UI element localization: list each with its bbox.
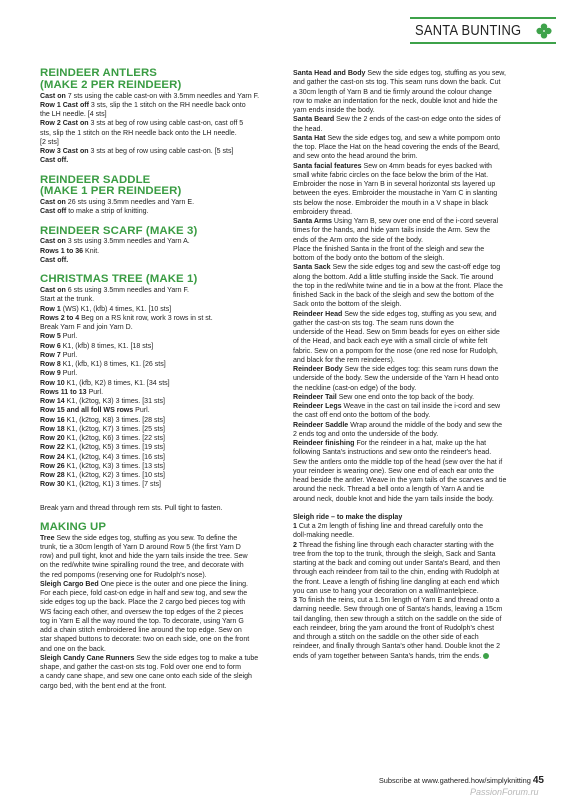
line-text: underside of the Head. Sew on 5mm beads for eyes on either side [293,329,500,336]
bold-lead: Row 1 Cast off [40,101,89,109]
line-text: sts, slip the 1 stitch on the RH needle back onto the LH needle. [40,129,237,137]
text-line [40,379,283,388]
bold-lead: Santa Head and Body [293,70,366,77]
text-line [293,245,540,254]
line-text: through each reindeer from tail to the chin, ending with Rudolph at [293,569,500,577]
line-text: tree from the top to the trunk, through the sleigh, Sack and Santa [293,550,496,558]
text-line [40,323,283,332]
text-line [293,596,540,605]
line-text: 3 sts at beg of row using cable cast-on, cast off 5 [88,120,244,128]
text-line [293,125,540,134]
text-line [40,571,283,580]
section-heading: CHRISTMAS TREE (MAKE 1) [40,273,198,286]
bold-lead: 1 [293,523,297,530]
line-text: trunk, tie a 30cm length of Yarn D around Row 5 (the first Yarn D [40,543,241,551]
bold-lead: Row 26 [40,462,65,470]
text-line [40,314,283,323]
text-line [293,615,540,624]
bold-lead: Santa facial features [293,162,362,170]
bold-lead: Cast on [40,238,66,246]
text-line [293,328,540,337]
line-text: a 30cm length of Yarn B and tie firmly around the colour change [293,88,492,96]
line-text: K1, (k2tog, K1) 3 times. [7 sts] [64,481,162,489]
text-line [293,115,540,124]
bold-lead: Sleigh Cargo Bed [40,580,99,588]
line-text: Sew the side edges tog to make a tube [134,654,259,662]
text-line [40,351,283,360]
text-line [293,652,540,661]
text-line [40,416,283,425]
line-text: Sew the side edges tog, stuffing as you sew. To define the [54,534,238,542]
line-text: Beg on a RS knit row, work 3 rows in st st. [79,314,213,322]
bold-lead: Cast off [40,208,67,216]
line-text: (WS) K1, (kfb) 4 times, K1. [10 sts] [60,305,172,313]
right-column [293,69,540,661]
text-line [40,110,283,119]
line-text: and gather the cast-on sts tog. This seam runs down the back. Cut [293,79,501,87]
line-text: 6 sts using 3.5mm needles and Yarn F. [65,287,189,295]
line-text: Sew on 4mm beads for eyes backed with [361,162,492,170]
text-line [40,672,283,681]
text-line [40,388,283,397]
text-line [293,374,540,383]
line-text: finished Sack in the back of the sleigh and sew the bottom of the [293,292,494,299]
text-line [293,217,540,226]
text-line [293,88,540,97]
section-heading: REINDEER SADDLE [40,173,151,186]
line-text: Purl. [133,407,150,415]
line-text: doll-making needle. [293,532,355,540]
text-line [293,300,540,309]
line-text: Sew the side edges tog, stuffing as you sew, and [342,310,497,318]
line-text: Thread the fishing line through each character starting with the [296,541,494,549]
line-text: One piece is the outer and one piece the lining. [98,580,248,588]
text-line [40,598,283,607]
text-line [293,568,540,577]
bold-lead: Row 3 Cast on [40,148,89,156]
page-number: 45 [532,775,544,786]
section-heading: REINDEER ANTLERS [40,67,157,79]
text-line [40,369,283,378]
page-footer [330,775,544,786]
line-text: 3 sts at beg of row using cable cast-on. [5 sts] [88,148,234,156]
text-line [293,642,540,651]
text-line [293,162,540,171]
bold-lead: 3 [293,597,297,604]
line-text: For each piece, fold cast-on edge in half and sew tog, and sew the [40,590,248,598]
line-text: K1, (k2tog, K2) 3 times. [10 sts] [64,472,165,480]
bold-lead: Reindeer finishing [293,440,355,447]
line-text: shape, and gather the cast-on sts tog. Fold over one end to form [40,664,241,672]
line-text: and black for the rem reindeers). [293,356,395,364]
text-line [293,310,540,319]
bold-lead: Rows 2 to 4 [40,314,80,322]
line-text: fabric. Sew on a pompom for the nose (one red nose for Rudolph, [293,347,498,355]
bold-lead: Row 18 [40,425,65,433]
line-text: ends of the Arm onto the side of the body. [293,236,423,244]
text-line [293,152,540,161]
line-text: Sew the 2 ends of the cast-on edge onto the sides of [334,116,501,124]
text-line [40,453,283,462]
section-heading: (MAKE 1 PER REINDEER) [40,185,182,198]
line-text: embroidery thread. [293,208,353,216]
bold-lead: Sleigh ride – to make the display [293,513,403,521]
bold-lead: Santa Beard [293,116,335,124]
text-line [293,550,540,559]
text-line [293,439,540,448]
text-line [293,171,540,180]
text-line [293,384,540,393]
text-line [40,425,283,434]
line-text: along the bottom. Add a little stuffing inside the Sack. Tie around [293,273,494,281]
text-line [293,421,540,430]
text-line [40,471,283,480]
section-heading: REINDEER SCARF (MAKE 3) [40,224,198,237]
line-text: 26 sts using 3.5mm needles and Yarn E. [65,199,195,207]
section-header [410,17,556,44]
line-text: head beside the antler. Weave in the yarn tails of the scarves and tie [293,477,507,484]
text-line [293,495,540,504]
text-line [293,199,540,208]
text-line [40,561,283,570]
text-line [40,129,283,138]
bold-lead: Reindeer Head [293,310,343,318]
bold-lead: Cast on [40,199,66,207]
text-line [293,531,540,540]
line-text: K1, (k2tog, K4) 3 times. [16 sts] [64,453,165,461]
text-line [40,207,283,216]
text-line [293,143,540,152]
line-text: Using Yarn B, sew over one end of the i-cord several [331,218,499,225]
text-line [40,406,283,415]
line-text: the cast off end onto the bottom of the body. [293,412,431,420]
text-line [293,337,540,346]
text-line [40,92,283,101]
text-line [40,305,283,314]
line-text: tail dangling, then sew through a stitch on the saddle on the side of [293,615,502,623]
watermark: PassionForum.ru [470,787,539,797]
line-text: 3 sts, slip the 1 stitch on the RH needle back onto [88,101,246,109]
line-text: on the red/white twine spiralling round the tree, and decorate with [40,562,244,570]
left-column [40,68,283,691]
bold-lead: Santa Hat [293,134,326,142]
line-text: row to make an indentation for the neck, double knot and hide the [293,97,498,105]
line-text: gather the cast-on sts tog. The seam runs down the [293,319,454,327]
text-line [40,443,283,452]
line-text: 3 sts using 3.5mm needles and Yarn A. [65,238,190,246]
spacer [40,490,283,504]
text-line [293,587,540,596]
bold-lead: Row 30 [40,481,65,489]
section-heading: MAKING UP [40,520,107,533]
line-text: K1, (k2tog, K3) 3 times. [13 sts] [64,462,165,470]
text-line [40,480,283,489]
line-text: star shaped buttons to decorate: two on each side, one on the front [40,636,250,644]
bold-lead: Row 14 [40,398,65,406]
line-text: small white fabric circles on the face below the brim of the Hat. [293,171,489,179]
line-text: Place the finished Santa in the front of the sleigh and sew the [293,245,485,253]
line-text: sts below the nose. Embroider the mouth in a V shape in black [293,199,489,207]
bold-lead: Santa Arms [293,218,332,225]
line-text: Embroider the nose in Yarn B in several horizontal sts layered up [293,181,496,188]
line-text: the head. [293,125,323,133]
text-line [293,189,540,198]
line-text: Sack onto the bottom of the sleigh. [293,301,402,309]
text-line [40,342,283,351]
bold-lead: Row 7 [40,351,61,359]
line-text: Break yarn and thread through rem sts. Pull tight to fasten. [40,504,223,512]
bold-lead: Sleigh Candy Cane Runners [40,654,135,662]
bold-lead: Row 8 [40,361,61,369]
line-text: you can use to hang your decoration on a wall/mantelpiece. [293,587,479,595]
text-line [40,295,283,304]
text-line [293,513,540,522]
line-text: K1, (k2tog, K8) 3 times. [28 sts] [64,416,165,424]
text-line [40,397,283,406]
text-line [293,319,540,328]
line-text: [2 sts] [40,138,59,146]
line-text: to make a strip of knitting. [66,208,149,216]
line-text: darning needle. Sew through one of Santa's hands, leaving a 15cm [293,606,503,614]
line-text: yarn ends inside the body. [293,107,375,114]
text-line [40,119,283,128]
line-text: tog in Yarn E all the way round the top. To decorate, using Yarn G [40,617,244,625]
text-line [293,134,540,143]
section-heading: (MAKE 2 PER REINDEER) [40,78,182,91]
line-text: and sew onto the head around the brim. [293,153,418,161]
text-line [293,208,540,217]
text-line [293,476,540,485]
text-line [293,226,540,235]
text-line [293,291,540,300]
text-line [40,434,283,443]
bold-lead: Row 20 [40,435,65,443]
text-line [40,156,283,165]
line-text: the LH needle. [4 sts] [40,111,107,119]
text-line [40,332,283,341]
line-text: K1, (kfb, K2) 8 times, K1. [34 sts] [64,379,170,387]
text-line [293,430,540,439]
text-line [293,254,540,263]
line-text: cargo bed, with the bent end at the front. [40,682,167,690]
text-line [293,578,540,587]
bold-lead: Santa Sack [293,264,331,272]
line-text: Sew the antlers onto the middle top of the head (sew over the hat if [293,458,503,466]
text-line [40,608,283,617]
text-line [293,458,540,467]
text-line [40,663,283,672]
line-text: Wrap around the middle of the body and sew the [348,421,503,429]
line-text: Cut a 2m length of fishing line and thread carefully onto the [296,523,483,530]
bold-lead: 2 [293,541,297,549]
line-text: Sew the side edges tog, stuffing as you sew, [365,70,506,77]
line-text: the top in the red/white twine and tie in a bow at the front. Place the [293,282,503,290]
bold-lead: Row 9 [40,370,61,378]
line-text: WS facing each other, and oversew the top edges of the 2 pieces [40,608,244,616]
text-line [40,286,283,295]
text-line [293,78,540,87]
bold-lead: Rows 1 to 36 [40,247,84,255]
line-text: K1, (k2tog, K3) 3 times. [31 sts] [64,398,165,406]
line-text: the top. Place the Hat on the head covering the ends of the Beard, [293,144,500,151]
text-line [40,580,283,589]
line-text: Weave in the cast on tail inside the i-cord and sew [341,403,501,410]
spacer [293,504,540,513]
line-text: K1, (kfb, K1) 8 times, K1. [26 sts] [60,361,166,369]
bold-lead: Reindeer Legs [293,403,342,410]
text-line [40,237,283,246]
line-text: 7 sts using the cable cast-on with 3.5mm needles and Yarn F. [65,92,260,100]
bold-lead: Row 22 [40,444,65,452]
line-text: K1, (kfb) 8 times, K1. [18 sts] [60,342,154,350]
text-line [40,654,283,663]
text-line [293,624,540,633]
bold-lead: Rows 11 to 13 [40,388,87,396]
bold-lead: Cast on [40,287,66,295]
text-line [40,626,283,635]
text-line [293,633,540,642]
line-text: K1, (k2tog, K7) 3 times. [25 sts] [64,425,165,433]
line-text: Break Yarn F and join Yarn D. [40,324,133,332]
text-line [293,522,540,531]
bold-lead: Row 15 and all foll WS rows [40,407,134,415]
line-text: the neckline (cast-on edge) of the body. [293,384,417,392]
line-text: To finish the reins, cut a 1.5m length of Yarn E and thread onto a [296,597,500,604]
line-text: add a chain stitch embroidered line around the top edge. Sew on [40,627,242,635]
line-text: Purl. [60,351,78,359]
section-title: SANTA BUNTING [415,22,522,39]
line-text: each reindeer, bring the yarn around the front of Rudolph's chest [293,624,495,632]
text-line [40,101,283,110]
text-line [293,282,540,291]
text-line [40,682,283,691]
text-line [40,247,283,256]
line-text: K1, (k2tog, K6) 3 times. [22 sts] [64,435,165,443]
text-line [293,402,540,411]
line-text: Purl. [86,388,104,396]
bold-lead: Row 28 [40,472,65,480]
line-text: times for the hands, and hide yarn tails inside the Arm. Sew the [293,227,491,235]
text-line [293,263,540,272]
text-line [40,462,283,471]
line-text: Purl. [60,333,78,341]
line-text: the front. Leave a length of fishing line dangling at each end which [293,578,500,586]
line-text: K1, (k2tog, K5) 3 times. [19 sts] [64,444,165,452]
text-line [293,559,540,568]
line-text: a candy cane shape, and sew one cane onto each side of the sleigh [40,673,252,681]
line-text: Start at the trunk. [40,296,95,304]
bold-lead: Row 5 [40,333,61,341]
text-line [293,541,540,550]
text-line [293,605,540,614]
text-line [293,97,540,106]
text-line [40,645,283,654]
text-line [293,106,540,115]
bold-lead: Reindeer Saddle [293,421,349,429]
text-line [40,256,283,265]
line-text: Sew one end onto the top back of the body. [336,393,475,401]
text-line [293,467,540,476]
text-line [293,365,540,374]
text-line [40,198,283,207]
line-text: For the reindeer in a hat, make up the hat [354,440,487,447]
text-line [293,180,540,189]
line-text: 2 ends tog and onto the underside of the body. [293,430,439,438]
line-text: and through a stitch on the saddle on the other side of each [293,634,479,641]
bold-lead: Reindeer Body [293,366,343,373]
line-text: row) and pull tight, knot and hide the yarn tails inside the tree. Sew [40,553,248,561]
bold-lead: Row 24 [40,453,65,461]
text-line [293,69,540,78]
line-text: Sew the side edges tog, and sew a white pompom onto [325,134,501,142]
text-line [293,393,540,402]
line-text: Purl. [60,370,78,378]
line-text: following Santa's instructions and sew onto the reindeer's head. [293,449,492,457]
bold-lead: Reindeer Tail [293,393,337,401]
bold-lead: Row 2 Cast on [40,120,89,128]
line-text: reindeer, and finally through Santa's other hand. Double knot the 2 [293,643,501,651]
bold-lead: Tree [40,534,55,542]
line-text: Sew the side edges tog and sew the cast-off edge tog [330,264,501,272]
text-line [40,543,283,552]
line-text: your reindeer is wearing one). Sew one end of each ear onto the [293,467,494,475]
text-line [40,504,283,513]
bold-lead: Cast on [40,92,66,100]
subscribe-link[interactable]: Subscribe at www.gathered.how/simplyknitting [378,776,531,785]
line-text: of the Head, and back each eye with a small circle of white felt [293,338,488,346]
text-line [40,589,283,598]
text-line [40,360,283,369]
text-line [40,138,283,147]
text-line [293,448,540,457]
line-text: ends of yarn together between Santa's hands, trim the ends. [293,652,482,660]
text-line [293,236,540,245]
line-text: bottom of the body onto the bottom of the sleigh. [293,255,445,262]
text-line [293,273,540,282]
text-line [40,147,283,156]
end-mark-icon [483,653,489,659]
text-line [40,617,283,626]
line-text: Sew the side edges tog: this seam runs down the [342,366,499,373]
line-text: starting at the back and coming out under Santa's Beard, and then [293,560,501,567]
line-text: underside of the body. Sew the underside of the Yarn H head onto [293,375,499,383]
line-text: Knit. [83,247,100,255]
text-line [293,485,540,494]
bold-lead: Row 16 [40,416,65,424]
line-text: between the eyes. Embroider the moustache in Yarn C in slanting [293,190,498,198]
line-text: side edges tog up the back. Place the 2 cargo bed pieces tog with [40,599,246,607]
text-line [293,356,540,365]
text-line [40,534,283,543]
bold-lead: Cast off. [40,256,69,264]
bold-lead: Row 10 [40,379,65,387]
text-line [293,347,540,356]
line-text: the red pompoms (reserving one for Rudolph's nose). [40,571,207,579]
text-line [40,552,283,561]
line-text: around the neck. Thread a bell onto a length of Yarn A and tie [293,486,485,494]
line-text: around neck, double knot and hide the yarn tails inside the body. [293,495,494,503]
line-text: and one on the back. [40,645,106,653]
bold-lead: Cast off. [40,157,69,165]
text-line [40,635,283,644]
bold-lead: Row 1 [40,305,61,313]
shamrock-icon [535,22,553,40]
text-line [293,411,540,420]
bold-lead: Row 6 [40,342,61,350]
